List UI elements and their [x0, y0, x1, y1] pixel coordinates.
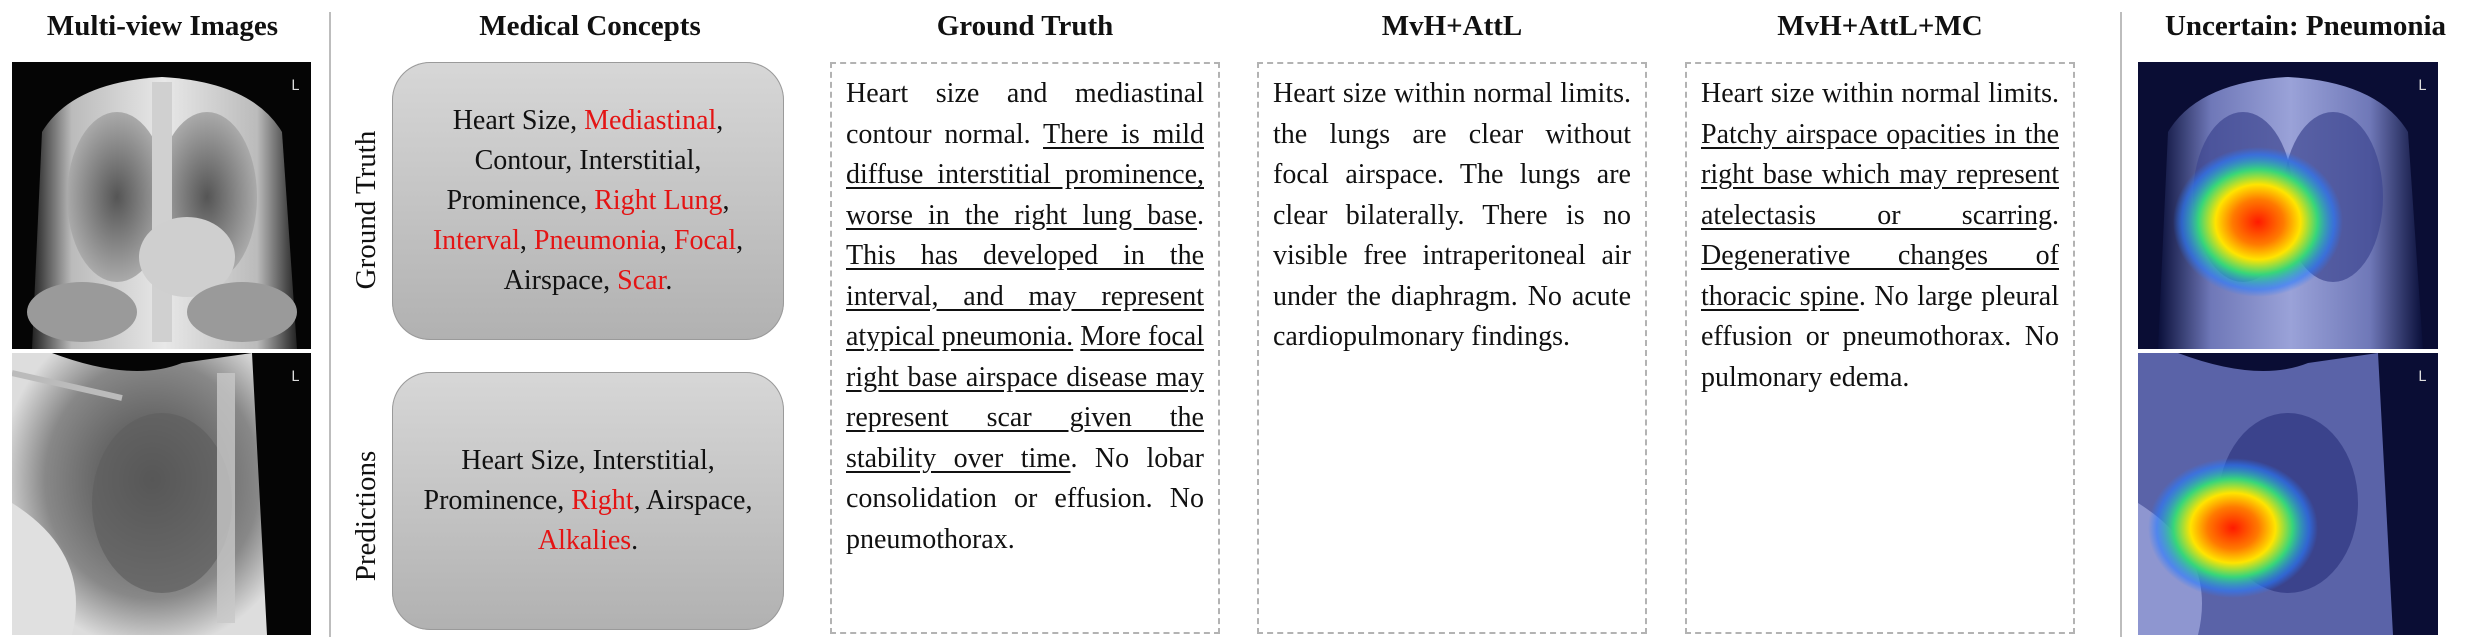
ground-truth-title: Ground Truth	[936, 10, 1114, 42]
concept-term: ,	[570, 105, 585, 136]
concept-term: Pneumonia	[533, 225, 660, 256]
row-label-predictions: Predictions	[350, 450, 382, 582]
concept-term: Focal	[673, 225, 737, 256]
concept-term: ,	[716, 105, 724, 136]
mvh-attl-mc-title: MvH+AttL+MC	[1777, 10, 1983, 42]
predicted-concepts-text	[410, 441, 766, 561]
row-label-ground-truth: Ground Truth	[350, 130, 382, 290]
report-segment: . No large pleural effusion or pneumothorax. No pulmonary edema.	[1701, 280, 2059, 393]
report-segment: Heart size and mediastinal contour normal.	[846, 78, 1204, 150]
divider-right	[2120, 12, 2122, 637]
uncertain-title: Uncertain: Pneumonia	[2164, 10, 2447, 42]
frontal-heatmap-image	[2138, 62, 2438, 349]
xray-marker-label: L	[291, 78, 299, 94]
predicted-concepts-box	[392, 372, 784, 630]
ground-truth-report	[830, 62, 1220, 634]
concept-term: Interval	[432, 225, 520, 256]
concept-term: .	[665, 265, 673, 296]
mvh-attl-report	[1257, 62, 1647, 634]
concept-term: , Airspace,	[503, 225, 744, 296]
concept-term: Mediastinal	[584, 105, 717, 136]
report-segment: More focal right base airspace disease may represent scar given the stability over time	[846, 321, 1205, 474]
divider-left	[329, 12, 331, 637]
multiview-title: Multi-view Images	[46, 10, 279, 42]
report-segment: .	[1197, 199, 1204, 231]
concept-term: Contour, Interstitial, Prominence,	[446, 145, 702, 216]
concept-term: ,	[722, 185, 730, 216]
frontal-xray-image	[12, 62, 311, 349]
ground-truth-concepts-box	[392, 62, 784, 340]
concept-term: , Airspace,	[633, 485, 753, 516]
concepts-title: Medical Concepts	[479, 10, 701, 42]
concept-term: ,	[519, 225, 534, 256]
report-segment: Degenerative changes of thoracic spine	[1701, 240, 2059, 312]
concept-term: Right	[571, 485, 634, 516]
lateral-heatmap-image	[2138, 353, 2438, 635]
heatmap-marker-label-lateral: L	[2418, 369, 2426, 385]
xray-marker-label-lateral: L	[291, 369, 299, 385]
mvh-attl-title: MvH+AttL	[1381, 10, 1523, 42]
heatmap-marker-label: L	[2418, 78, 2426, 94]
report-segment: . No lobar consolidation or effusion. No pneumothorax.	[846, 442, 1204, 555]
concept-term: ,	[659, 225, 674, 256]
concept-term: .	[631, 525, 639, 556]
concept-term: Scar	[617, 265, 666, 296]
concept-term: Heart Size, Interstitial, Prominence,	[423, 445, 715, 516]
report-segment: There is mild diffuse interstitial prominence, worse in the right lung base	[846, 118, 1204, 231]
concept-term: Heart Size	[452, 105, 571, 136]
report-segment: Patchy airspace opacities in the right base which may represent atelectasis or scarring	[1701, 118, 2059, 231]
lateral-xray-image	[12, 353, 311, 635]
report-segment: Heart size within normal limits.	[1701, 78, 2059, 109]
mvh-attl-mc-report	[1685, 62, 2075, 634]
ground-truth-concepts-text	[410, 101, 766, 301]
report-segment: Heart size within normal limits. the lungs are clear without focal airspace. The lungs are clear bilaterally. There is no visible free intraperitoneal air under the diaphragm. No acute cardiopulmonary findings.	[1273, 78, 1631, 352]
concept-term: Alkalies	[537, 525, 632, 556]
concept-term: Right Lung	[594, 185, 723, 216]
report-segment: .	[2052, 199, 2059, 231]
report-segment: This has developed in the interval, and may represent atypical pneumonia.	[846, 240, 1204, 352]
